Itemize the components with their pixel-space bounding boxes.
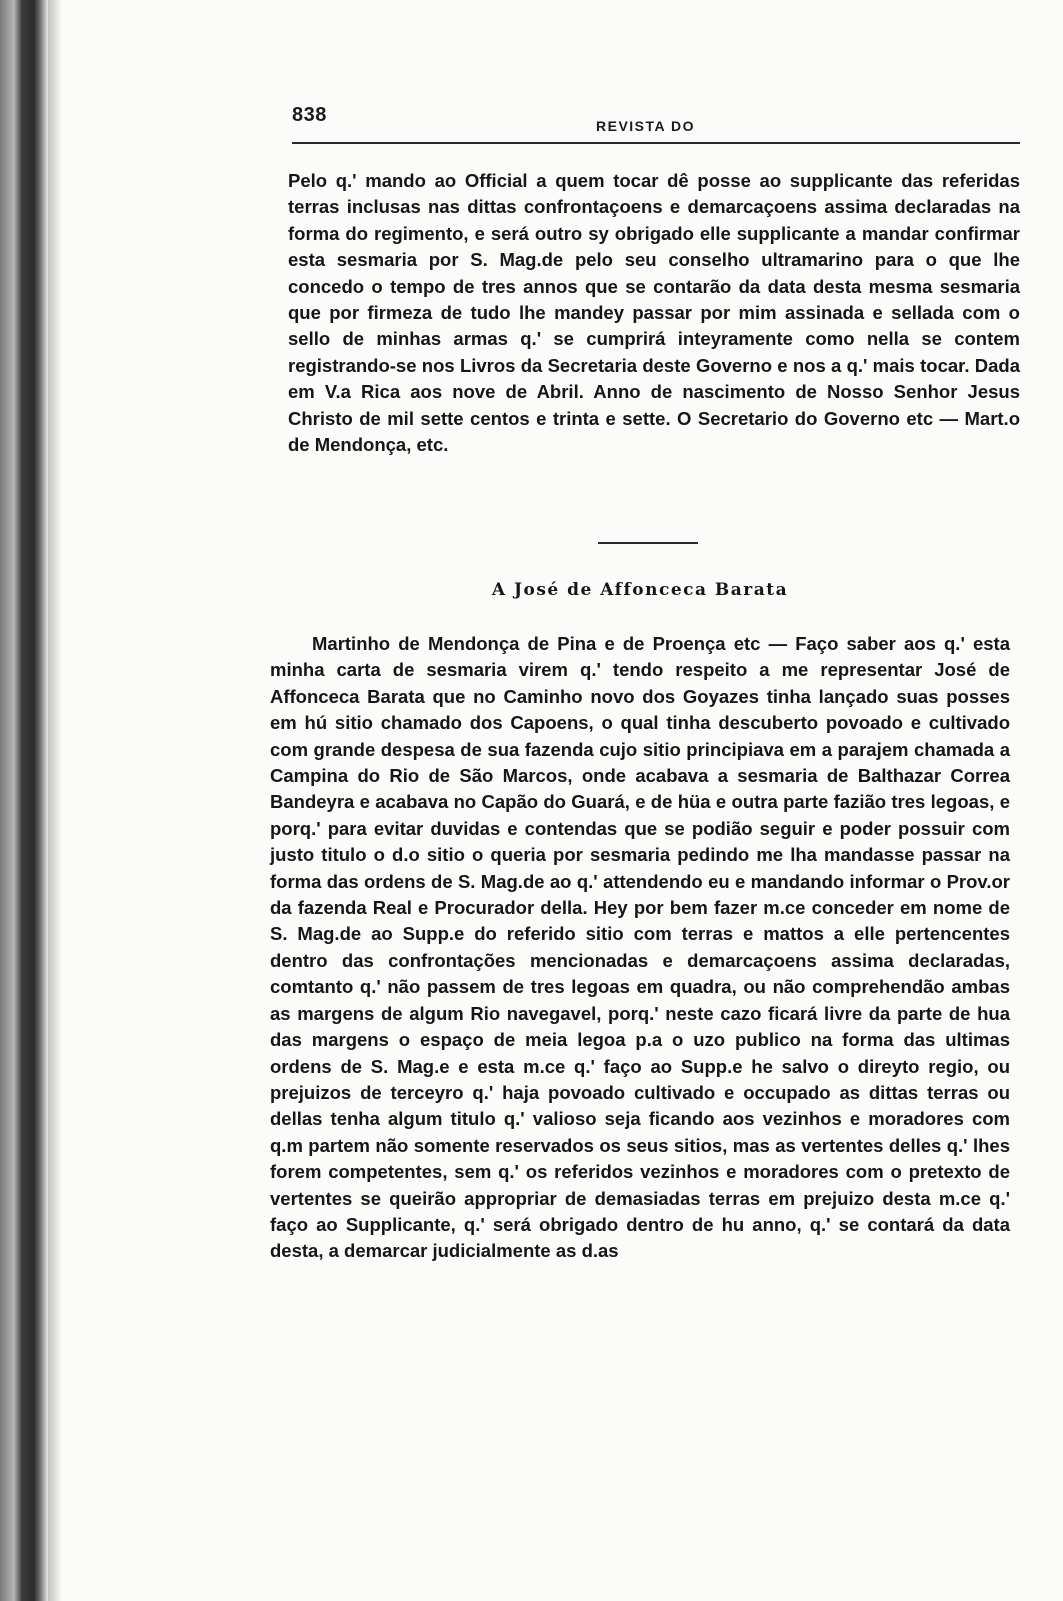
header-rule <box>292 142 1020 144</box>
running-head: REVISTA DO <box>596 118 696 134</box>
book-binding-edge <box>0 0 48 1601</box>
paragraph-continuation: Pelo q.' mando ao Official a quem tocar dê posse ao supplicante das referidas terras inclusas nas dittas confrontaçoens e demarcaçoens assima declaradas na forma do regimento, e será outro sy obrigado elle supplicante a mandar confirmar esta sesmaria por S. Mag.de pelo seu conselho ultramarino para o que lhe concedo o tempo de tres annos que se contarão da data desta mesma sesmaria que por firmeza de tudo lhe mandey passar por mim assinada e sellada com o sello de minhas armas q.' se cumprirá inteyramente como nella se contem registrando-se nos Livros da Secretaria deste Governo e nos a q.' mais tocar. Dada em V.a Rica aos nove de Abril. Anno de nascimento de Nosso Senhor Jesus Christo de mil sette centos e trinta e sette. O Secretario do Governo etc — Mart.o de Mendonça, etc. <box>288 170 1020 456</box>
binding-shadow <box>48 0 62 1601</box>
paragraph-sesmaria-letter: Martinho de Mendonça de Pina e de Proença etc — Faço saber aos q.' esta minha carta de sesmaria virem q.' tendo respeito a me representar José de Affonceca Barata que no Caminho novo dos Goyazes tinha lançado suas posses em hú sitio chamado dos Capoens, o qual tinha descuberto povoado e cultivado com grande despesa de sua fazenda cujo sitio principiava em a parajem chamada a Campina do Rio de São Marcos, onde acabava a sesmaria de Balthazar Correa Bandeyra e acabava no Capão do Guará, e de hüa e outra parte fazião tres legoas, e porq.' para evitar duvidas e contendas que se podião seguir e poder possuir com justo titulo o d.o sitio o queria por sesmaria pedindo me lha mandasse passar na forma das ordens de S. Mag.de ao q.' attendendo eu e mandando informar o Prov.or da fazenda Real e Procurador della. Hey por bem fazer m.ce conceder em nome de S. Mag.de ao Supp.e do referido sitio com terras e mattos a elle pertencentes dentro das confrontações mencionadas e demarcaçoens assima declaradas, comtanto q.' não passem de tres legoas em quadra, ou não comprehendão ambas as margens de algum Rio navegavel, porq.' neste cazo ficará livre da parte de hua das margens o espaço de meia legoa p.a o uzo publico na forma das ultimas ordens de S. Mag.e e esta m.ce q.' faço ao Supp.e he salvo o direyto regio, ou prejuizos de terceyro q.' haja povoado cultivado e occupado as dittas terras ou dellas tenha algum titulo q.' valioso seja ficando aos vezinhos e moradores com q.m partem não somente reservados os seus sitios, mas as vertentes delles q.' lhes forem competentes, sem q.' os referidos vezinhos e moradores com o pretexto de vertentes se queirão appropriar de demasiadas terras em prejuizo desta m.ce q.' faço ao Supplicante, q.' será obrigado dentro de hu anno, q.' se contará da data desta, a demarcar judicialmente as d.as <box>270 633 1010 1262</box>
section-title: A José de Affonceca Barata <box>491 580 789 600</box>
section-separator <box>598 542 698 544</box>
page-number: 838 <box>292 104 327 126</box>
page-header <box>292 100 1020 146</box>
